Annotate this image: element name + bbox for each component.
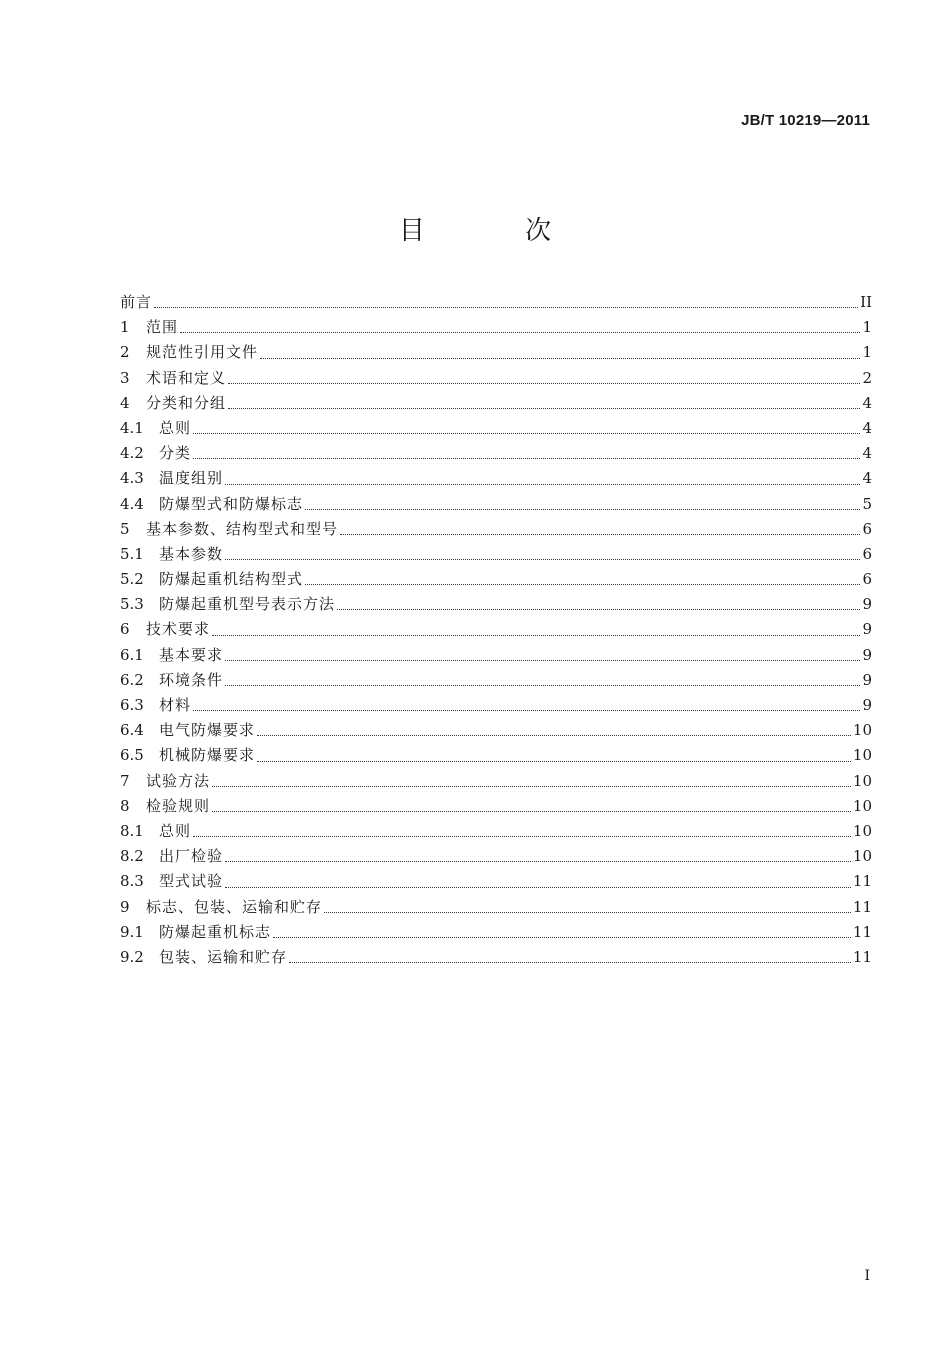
toc-entry-page: 4 xyxy=(862,393,872,412)
dot-leader xyxy=(225,860,851,862)
toc-entry-page: 10 xyxy=(852,771,872,790)
toc-entry-label: 防爆起重机标志 xyxy=(159,922,272,941)
toc-entry-number: 5.2 xyxy=(120,570,144,589)
toc-entry-number: 5.3 xyxy=(120,595,144,614)
dot-leader xyxy=(225,886,851,888)
page-number: I xyxy=(864,1268,870,1284)
dot-leader xyxy=(212,785,851,787)
toc-entry-label: 防爆型式和防爆标志 xyxy=(159,494,304,513)
toc-entry[interactable] xyxy=(120,617,872,642)
toc-entry-label: 基本参数 xyxy=(159,544,224,563)
toc-entry-number: 4.2 xyxy=(120,444,144,463)
toc-entry-label: 分类和分组 xyxy=(146,393,227,412)
toc-entry-page: 11 xyxy=(852,872,872,891)
toc-entry-page: 1 xyxy=(862,343,872,362)
toc-entry-number: 6.1 xyxy=(120,645,144,664)
toc-entry-label: 试验方法 xyxy=(146,771,211,790)
dot-leader xyxy=(228,382,860,384)
dot-leader xyxy=(225,684,860,686)
toc-entry-page: 1 xyxy=(862,318,872,337)
toc-entry-number: 8.3 xyxy=(120,872,144,891)
dot-leader xyxy=(305,508,860,510)
toc-entry[interactable] xyxy=(120,819,872,844)
toc-entry-label: 型式试验 xyxy=(159,872,224,891)
toc-entry[interactable] xyxy=(120,668,872,693)
toc-entry-label: 基本参数、结构型式和型号 xyxy=(146,519,339,538)
toc-entry[interactable] xyxy=(120,743,872,768)
toc-entry[interactable] xyxy=(120,492,872,517)
toc-entry-label: 电气防爆要求 xyxy=(159,721,256,740)
toc-entry-number: 6.4 xyxy=(120,721,144,740)
toc-entry-label: 前言 xyxy=(120,293,153,311)
toc-entry-page: 9 xyxy=(862,595,872,614)
toc-entry-number: 9.2 xyxy=(120,947,144,966)
toc-entry[interactable] xyxy=(120,945,872,970)
dot-leader xyxy=(257,734,851,736)
dot-leader xyxy=(225,483,860,485)
table-of-contents xyxy=(120,290,872,970)
toc-entry-label: 检验规则 xyxy=(146,796,211,815)
toc-entry-page: 4 xyxy=(862,444,872,463)
toc-entry-number: 4.1 xyxy=(120,418,144,437)
toc-entry-page: 6 xyxy=(862,519,872,538)
toc-entry-number: 8.1 xyxy=(120,821,144,840)
toc-entry[interactable] xyxy=(120,769,872,794)
toc-entry-label: 机械防爆要求 xyxy=(159,746,256,765)
toc-entry-label: 基本要求 xyxy=(159,645,224,664)
dot-leader xyxy=(212,810,851,812)
toc-entry-page: 4 xyxy=(862,418,872,437)
toc-entry[interactable] xyxy=(120,517,872,542)
toc-entry-page: 10 xyxy=(852,847,872,866)
toc-entry-page: 6 xyxy=(862,570,872,589)
toc-entry-label: 技术要求 xyxy=(146,620,211,639)
toc-entry-label: 总则 xyxy=(159,418,192,437)
toc-entry-number: 1 xyxy=(120,318,130,337)
dot-leader xyxy=(225,659,860,661)
toc-entry[interactable] xyxy=(120,290,872,315)
dot-leader xyxy=(257,760,851,762)
toc-entry-number: 9.1 xyxy=(120,922,144,941)
toc-entry[interactable] xyxy=(120,920,872,945)
toc-entry-page: 9 xyxy=(862,620,872,639)
toc-entry-label: 温度组别 xyxy=(159,469,224,488)
dot-leader xyxy=(154,306,858,308)
toc-entry[interactable] xyxy=(120,844,872,869)
toc-entry-page: 9 xyxy=(862,670,872,689)
toc-entry[interactable] xyxy=(120,643,872,668)
toc-entry-label: 范围 xyxy=(146,318,179,337)
dot-leader xyxy=(273,936,851,938)
toc-entry-number: 2 xyxy=(120,343,130,362)
toc-entry-number: 6.3 xyxy=(120,696,144,714)
toc-entry-number: 4.3 xyxy=(120,469,144,488)
toc-entry-label: 材料 xyxy=(159,696,192,714)
page-title: 目 次 xyxy=(398,216,598,246)
toc-entry-number: 6.5 xyxy=(120,746,144,765)
dot-leader xyxy=(180,331,860,333)
toc-entry-page: 10 xyxy=(852,796,872,815)
toc-entry[interactable] xyxy=(120,869,872,894)
toc-entry[interactable] xyxy=(120,895,872,920)
standard-code: JB/T 10219—2011 xyxy=(741,112,870,129)
toc-entry-number: 9 xyxy=(120,897,130,916)
toc-entry-page: II xyxy=(860,293,872,311)
dot-leader xyxy=(340,533,860,535)
toc-entry[interactable] xyxy=(120,693,872,718)
dot-leader xyxy=(212,634,860,636)
dot-leader xyxy=(305,583,860,585)
toc-entry-page: 5 xyxy=(862,494,872,513)
toc-entry-page: 11 xyxy=(852,897,872,916)
toc-entry-page: 10 xyxy=(852,746,872,765)
toc-entry-label: 标志、包装、运输和贮存 xyxy=(146,897,323,916)
dot-leader xyxy=(289,961,851,963)
toc-entry-page: 11 xyxy=(852,922,872,941)
toc-entry-label: 总则 xyxy=(159,821,192,840)
dot-leader xyxy=(228,407,860,409)
toc-entry-page: 9 xyxy=(862,696,872,714)
toc-entry-number: 8.2 xyxy=(120,847,144,866)
dot-leader xyxy=(193,432,860,434)
dot-leader xyxy=(193,709,860,711)
toc-entry[interactable] xyxy=(120,441,872,466)
toc-entry[interactable] xyxy=(120,592,872,617)
toc-entry-number: 8 xyxy=(120,796,130,815)
toc-entry[interactable] xyxy=(120,542,872,567)
dot-leader xyxy=(193,835,851,837)
toc-entry-page: 11 xyxy=(852,947,872,966)
toc-entry-number: 7 xyxy=(120,771,130,790)
toc-entry-number: 6.2 xyxy=(120,670,144,689)
toc-entry[interactable] xyxy=(120,794,872,819)
dot-leader xyxy=(225,558,860,560)
toc-entry-page: 6 xyxy=(862,544,872,563)
toc-entry[interactable] xyxy=(120,718,872,743)
toc-entry-label: 分类 xyxy=(159,444,192,463)
toc-entry-number: 5.1 xyxy=(120,544,144,563)
toc-entry-number: 6 xyxy=(120,620,130,639)
toc-entry-page: 2 xyxy=(862,368,872,387)
toc-entry-label: 出厂检验 xyxy=(159,847,224,866)
toc-entry-label: 防爆起重机结构型式 xyxy=(159,570,304,589)
toc-entry-number: 5 xyxy=(120,519,130,538)
toc-entry-number: 3 xyxy=(120,368,130,387)
toc-entry[interactable] xyxy=(120,340,872,365)
toc-entry-label: 防爆起重机型号表示方法 xyxy=(159,595,336,614)
dot-leader xyxy=(324,911,851,913)
toc-entry-page: 4 xyxy=(862,469,872,488)
toc-entry[interactable] xyxy=(120,366,872,391)
toc-entry[interactable] xyxy=(120,416,872,441)
dot-leader xyxy=(260,357,860,359)
toc-entry[interactable] xyxy=(120,567,872,592)
toc-entry-label: 包装、运输和贮存 xyxy=(159,947,288,966)
toc-entry-label: 环境条件 xyxy=(159,670,224,689)
toc-entry[interactable] xyxy=(120,391,872,416)
toc-entry-label: 规范性引用文件 xyxy=(146,343,259,362)
toc-entry-page: 10 xyxy=(852,721,872,740)
toc-entry[interactable] xyxy=(120,466,872,491)
dot-leader xyxy=(337,608,860,610)
dot-leader xyxy=(193,457,860,459)
toc-entry-label: 术语和定义 xyxy=(146,368,227,387)
toc-entry-number: 4.4 xyxy=(120,494,144,513)
toc-entry-page: 9 xyxy=(862,645,872,664)
toc-entry[interactable] xyxy=(120,315,872,340)
toc-entry-page: 10 xyxy=(852,821,872,840)
toc-entry-number: 4 xyxy=(120,393,130,412)
